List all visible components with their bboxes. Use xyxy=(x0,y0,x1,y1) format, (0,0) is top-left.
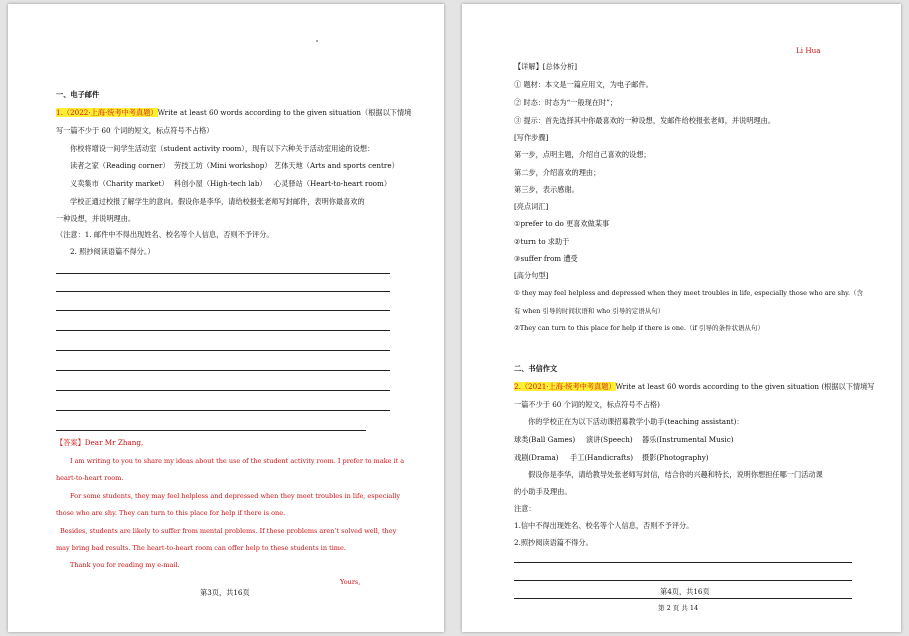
analysis-line-16: ②They can turn to this place for help if there is one.（if 引导的条件状语从句） xyxy=(514,324,764,332)
question-2-line-2: 一篇不少于 60 个词的短文，标点符号不占格) xyxy=(514,400,660,409)
option-speech: 演讲(Speech) xyxy=(586,435,633,444)
left-page xyxy=(8,4,444,632)
analysis-line-6: 第一步，点明主题，介绍自己喜欢的设想； xyxy=(514,150,651,159)
option-instrumental-music: 器乐(Instrumental Music) xyxy=(642,435,734,444)
answer-line-5: Besides, students are likely to suffer from mental problems. If these problems aren’t solved well, they xyxy=(60,527,397,535)
question-para-2b: 一种设想，并说明理由。 xyxy=(56,214,136,223)
question-para-1: 你校将增设一间学生活动室（student activity room），现有以下六种关于活动室用途的设想： xyxy=(70,144,375,153)
answer-line xyxy=(56,310,390,311)
question-2-line-1 xyxy=(514,382,874,391)
analysis-line-15: 有 when 引导的时间状语和 who 引导的定语从句） xyxy=(514,307,665,315)
option-mini-workshop: 劳技工坊（Mini workshop） xyxy=(174,161,272,170)
notes-title: 注意： xyxy=(514,504,536,513)
answer-line xyxy=(56,390,390,391)
option-arts-sports: 艺体天地（Arts and sports centre） xyxy=(274,161,399,170)
note-2-2: 2.照抄阅读语篇不得分。 xyxy=(514,538,593,547)
analysis-line-13: [高分句型] xyxy=(514,271,549,280)
option-handicrafts: 手工(Handicrafts) xyxy=(570,453,634,462)
note-1: （注意：1. 邮件中不得出现姓名、校名等个人信息，否则不予评分。 xyxy=(56,230,274,239)
section-title: 一、电子邮件 xyxy=(56,90,100,99)
question-2-para: 假设你是李华，请给教导处张老师写封信，结合你的兴趣和特长，说明你想担任哪一门活动课 xyxy=(528,470,823,479)
answer-line xyxy=(514,580,852,581)
answer-line xyxy=(56,430,366,431)
answer-line xyxy=(56,291,390,292)
analysis-line-8: 第三步，表示感谢。 xyxy=(514,185,579,194)
option-high-tech-lab: 科创小屋（High-tech lab） xyxy=(174,179,267,188)
question-line-1 xyxy=(56,108,411,117)
source-tag-2: 2.（2021·上海·统考中考真题） xyxy=(514,382,616,391)
answer-line-4: those who are shy. They can turn to this place for help if there is one. xyxy=(56,509,286,517)
analysis-line-7: 第二步，介绍喜欢的理由； xyxy=(514,168,601,177)
option-charity-market: 义卖集市（Charity market） xyxy=(70,179,169,188)
answer-line-6: may bring bad results. The heart-to-heart room can offer help to these students in time. xyxy=(56,544,346,552)
answer-heading xyxy=(56,438,143,447)
scan-dot xyxy=(316,40,318,42)
answer-line xyxy=(56,410,390,411)
analysis-line-1: 【详解】[总体分析] xyxy=(514,62,578,71)
question-line-2: 写一篇不少于 60 个词的短文，标点符号不占格） xyxy=(56,126,214,135)
answer-line-1: I am writing to you to share my ideas about the use of the student activity room. I prefer to make it a xyxy=(70,457,405,465)
analysis-line-14: ① they may feel helpless and depressed when they meet troubles in life, especially those who are shy.（含 xyxy=(514,289,864,297)
analysis-line-2: ① 题材：本文是一篇应用文，为电子邮件。 xyxy=(514,80,653,89)
analysis-line-4: ③ 提示：首先选择其中你最喜欢的一种设想，发邮件给校报张老师，并说明理由。 xyxy=(514,116,776,125)
analysis-line-11: ②turn to 求助于 xyxy=(514,237,570,246)
question-2-line-3: 你的学校正在为以下活动课招募教学小助手(teaching assistant)： xyxy=(528,417,744,426)
analysis-line-5: [写作步骤] xyxy=(514,133,549,142)
option-photography: 摄影(Photography) xyxy=(642,453,709,462)
answer-line-2: heart-to-heart room. xyxy=(56,474,124,482)
answer-greeting: Dear Mr Zhang, xyxy=(84,438,144,447)
option-reading-corner: 读者之家（Reading corner） xyxy=(70,161,170,170)
header-name: Li Hua xyxy=(796,46,821,55)
answer-line-7: Thank you for reading my e-mail. xyxy=(70,561,180,569)
analysis-line-12: ③suffer from 遭受 xyxy=(514,254,578,263)
answer-line xyxy=(514,562,852,563)
question-2-para-b: 的小助手及理由。 xyxy=(514,487,572,496)
option-heart-to-heart: 心灵驿站（Heart-to-heart room） xyxy=(274,179,392,188)
question-instruction: Write at least 60 words according to the given situation（根据以下情境 xyxy=(157,108,412,117)
note-2-1: 1.信中不得出现姓名、校名等个人信息，否则不予评分。 xyxy=(514,521,694,530)
analysis-line-3: ② 时态：时态为“一般现在时”； xyxy=(514,98,618,107)
question-para-2: 学校正通过校报了解学生的意向。假设你是李华，请给校报张老师写封邮件，表明你最喜欢的 xyxy=(70,197,365,206)
page-footer-2: 第 2 页 共 14 xyxy=(658,604,699,612)
answer-line xyxy=(56,330,390,331)
answer-line xyxy=(514,598,852,599)
answer-line xyxy=(56,350,390,351)
option-drama: 戏剧(Drama) xyxy=(514,453,559,462)
option-ball-games: 球类(Ball Games) xyxy=(514,435,576,444)
answer-line-3: For some students, they may feel helpless and depressed when they meet troubles in life, especially xyxy=(70,492,401,500)
answer-line xyxy=(56,273,390,274)
question-2-instruction: Write at least 60 words according to the given situation (根据以下情境写 xyxy=(615,382,875,391)
answer-line xyxy=(56,370,390,371)
page-footer: 第3页，共16页 xyxy=(200,588,250,597)
right-page xyxy=(462,4,901,632)
answer-closing: Yours, xyxy=(340,578,361,586)
source-tag: 1.（2022·上海·统考中考真题） xyxy=(56,108,158,117)
analysis-line-10: ①prefer to do 更喜欢做某事 xyxy=(514,219,610,228)
section-2-title: 二、书信作文 xyxy=(514,364,558,373)
analysis-line-9: [亮点词汇] xyxy=(514,202,549,211)
page-footer: 第4页，共16页 xyxy=(660,587,710,596)
answer-label: 【答案】 xyxy=(56,438,85,447)
note-2: 2. 照抄阅读语篇不得分。） xyxy=(70,247,155,256)
